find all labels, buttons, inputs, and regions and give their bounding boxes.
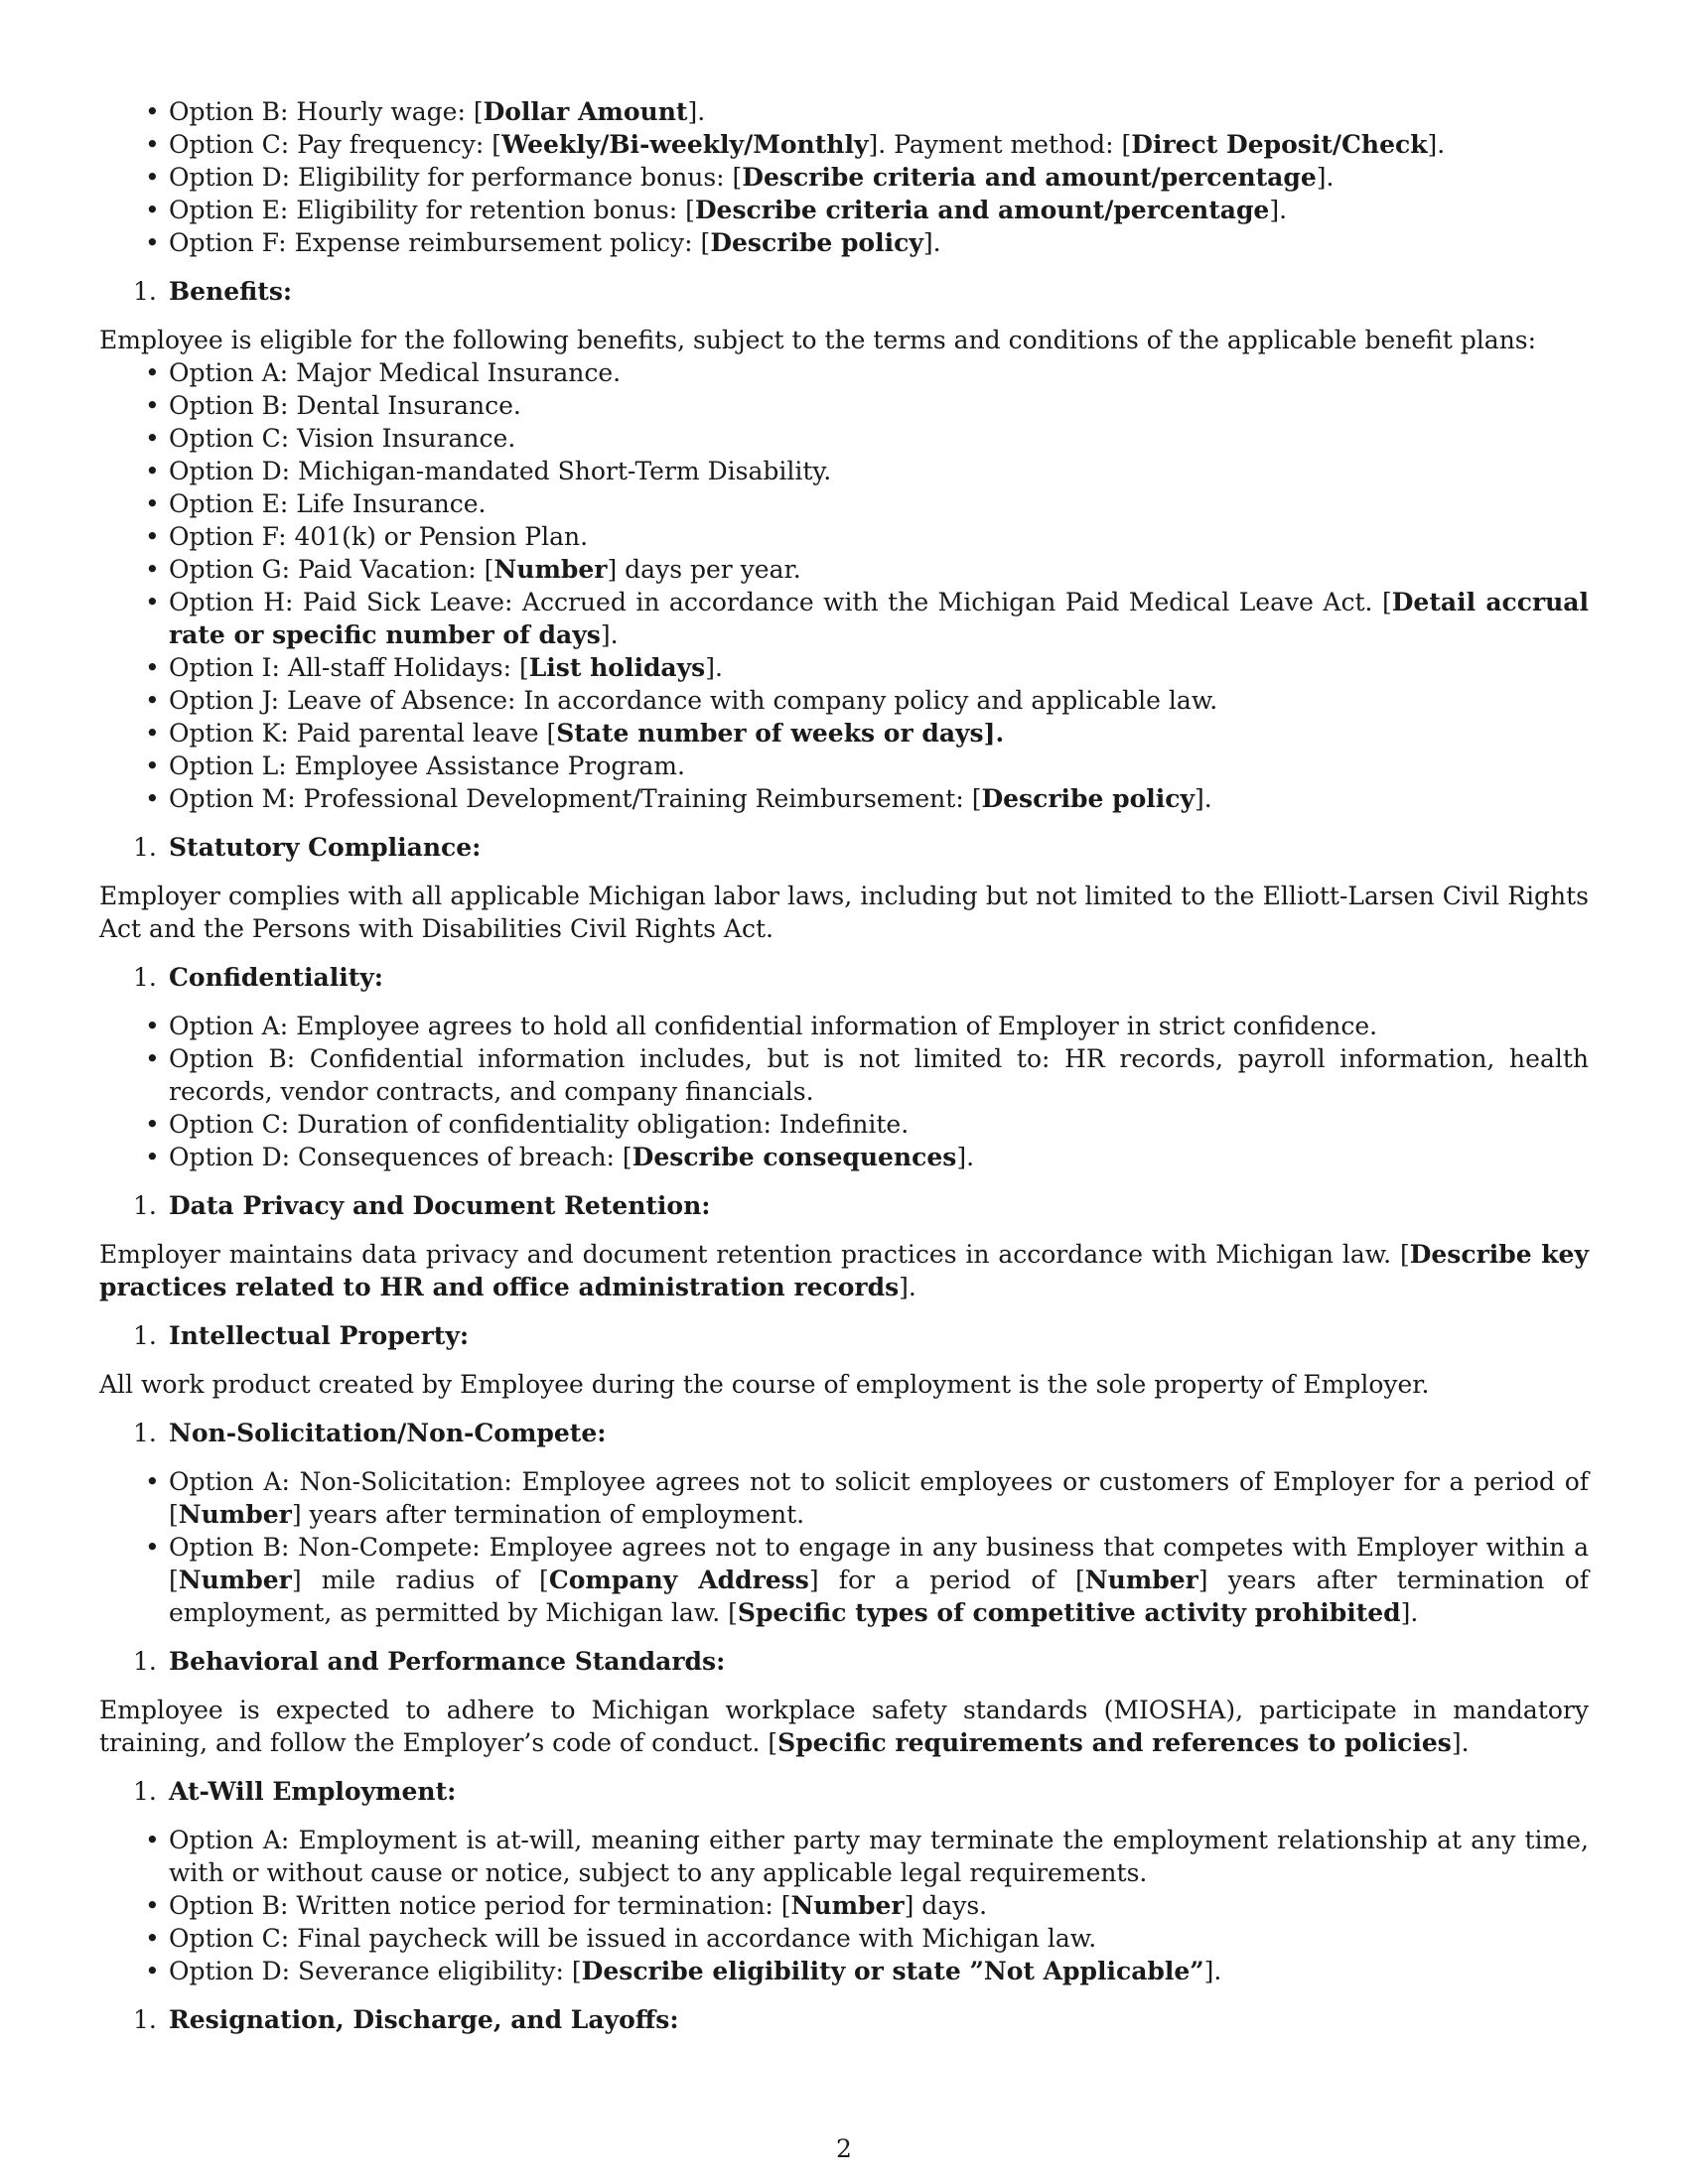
list-item — [169, 356, 1589, 389]
list-item — [169, 782, 1589, 815]
list-item — [169, 487, 1589, 520]
text-run: Option A: Major Medical Insurance. — [169, 358, 622, 387]
placeholder-field: State number of weeks or days]. — [556, 719, 1005, 748]
list-item — [169, 128, 1589, 161]
section-number: 1. — [133, 1321, 157, 1350]
text-run: ] days per year. — [607, 555, 801, 584]
text-run: ]. — [1269, 196, 1288, 224]
bullet-list — [99, 1010, 1589, 1173]
text-run: Option C: Duration of confidentiality obligation: Indefinite. — [169, 1110, 910, 1139]
section-heading — [133, 275, 1589, 308]
text-run: Option G: Paid Vacation: [ — [169, 555, 494, 584]
section-heading — [133, 1189, 1589, 1222]
section-title: Data Privacy and Document Retention: — [169, 1191, 711, 1220]
text-run: ]. — [899, 1273, 916, 1301]
placeholder-field: Company Address — [548, 1566, 809, 1594]
section-heading — [133, 1775, 1589, 1808]
text-run: ]. — [1195, 784, 1212, 813]
section-heading — [133, 831, 1589, 864]
text-run: ] years after termination of employment, as permitted by Michigan law. [ — [169, 1566, 1589, 1627]
section-number: 1. — [133, 833, 157, 862]
text-run: Option B: Dental Insurance. — [169, 391, 521, 420]
text-run: Option B: Hourly wage: [ — [169, 97, 484, 126]
text-run: Employer maintains data privacy and document retention practices in accordance with Michigan law. [ — [99, 1240, 1410, 1269]
section-number: 1. — [133, 1419, 157, 1447]
section-title: Benefits: — [169, 277, 293, 306]
list-item — [169, 194, 1589, 226]
section-heading — [133, 1645, 1589, 1678]
paragraph — [99, 880, 1589, 945]
text-run: ]. — [687, 97, 706, 126]
text-run: Option C: Final paycheck will be issued in accordance with Michigan law. — [169, 1924, 1097, 1953]
placeholder-field: Describe policy — [981, 784, 1196, 813]
placeholder-field: Weekly/Bi-weekly/Monthly — [501, 130, 869, 159]
list-item — [169, 226, 1589, 259]
text-run: ] years after termination of employment. — [291, 1500, 805, 1529]
section-heading — [133, 1417, 1589, 1449]
text-run: Option D: Severance eligibility: [ — [169, 1957, 582, 1985]
placeholder-field: Specific types of competitive activity prohibited — [737, 1598, 1401, 1627]
section-number: 1. — [133, 277, 157, 306]
list-item — [169, 1141, 1589, 1173]
section-title: Non-Solicitation/Non-Compete: — [169, 1419, 607, 1447]
placeholder-field: Number — [178, 1566, 292, 1594]
text-run: ] days. — [904, 1891, 988, 1920]
list-item — [169, 422, 1589, 455]
text-run: Employee is eligible for the following benefits, subject to the terms and conditions of the applicable benefit plans: — [99, 326, 1537, 354]
list-item — [169, 1531, 1589, 1629]
text-run: Option F: Expense reimbursement policy: [ — [169, 228, 711, 257]
paragraph — [99, 324, 1589, 356]
list-item — [169, 95, 1589, 128]
list-item — [169, 586, 1589, 651]
section-number: 1. — [133, 2005, 157, 2034]
text-run: Option E: Eligibility for retention bonus: [ — [169, 196, 695, 224]
list-item — [169, 455, 1589, 487]
section-title: Intellectual Property: — [169, 1321, 470, 1350]
text-run: Option I: All-staff Holidays: [ — [169, 653, 529, 682]
list-item — [169, 1889, 1589, 1922]
text-run: ]. — [1203, 1957, 1222, 1985]
bullet-list — [99, 95, 1589, 259]
text-run: ]. — [956, 1143, 975, 1171]
page-number: 2 — [836, 2134, 852, 2163]
text-run: ]. Payment method: [ — [868, 130, 1132, 159]
text-run: Option D: Eligibility for performance bonus: [ — [169, 163, 743, 192]
text-run: Option A: Employment is at-will, meaning either party may terminate the employment relationship at any time, with or without cause or notice, subject to any applicable legal requirements. — [169, 1826, 1589, 1887]
list-item — [169, 1824, 1589, 1889]
text-run: ]. — [1451, 1728, 1470, 1757]
text-run: Option C: Vision Insurance. — [169, 424, 516, 453]
text-run: All work product created by Employee during the course of employment is the sole property of Employer. — [99, 1370, 1430, 1399]
list-item — [169, 1010, 1589, 1042]
section-title: Behavioral and Performance Standards: — [169, 1647, 726, 1676]
list-item — [169, 161, 1589, 194]
placeholder-field: Dollar Amount — [483, 97, 688, 126]
text-run: Option F: 401(k) or Pension Plan. — [169, 522, 589, 551]
list-item — [169, 389, 1589, 422]
list-item — [169, 1922, 1589, 1955]
section-number: 1. — [133, 1191, 157, 1220]
section-heading — [133, 1319, 1589, 1352]
section-title: Resignation, Discharge, and Layoffs: — [169, 2005, 679, 2034]
text-run: ]. — [1400, 1598, 1419, 1627]
placeholder-field: Describe policy — [710, 228, 923, 257]
list-item — [169, 651, 1589, 684]
list-item — [169, 684, 1589, 717]
paragraph — [99, 1694, 1589, 1759]
placeholder-field: Number — [1084, 1566, 1198, 1594]
placeholder-field: Specific requirements and references to policies — [777, 1728, 1452, 1757]
list-item — [169, 750, 1589, 782]
bullet-list — [99, 1465, 1589, 1629]
text-run: Option E: Life Insurance. — [169, 489, 487, 518]
text-run: Option D: Consequences of breach: [ — [169, 1143, 633, 1171]
text-run: Option B: Written notice period for termination: [ — [169, 1891, 791, 1920]
bullet-list — [99, 1824, 1589, 1987]
text-run: Option K: Paid parental leave [ — [169, 719, 557, 748]
section-number: 1. — [133, 1777, 157, 1806]
section-title: At-Will Employment: — [169, 1777, 457, 1806]
placeholder-field: Detail accrual rate or specific number of days — [169, 588, 1590, 649]
text-run: ] for a period of [ — [808, 1566, 1085, 1594]
placeholder-field: List holidays — [528, 653, 706, 682]
document-page — [99, 95, 1589, 2052]
list-item — [169, 520, 1589, 553]
list-item — [169, 1108, 1589, 1141]
text-run: Employer complies with all applicable Michigan labor laws, including but not limited to the Elliott-Larsen Civil Rights Act and the Persons with Disabilities Civil Rights Act. — [99, 882, 1589, 943]
section-title: Statutory Compliance: — [169, 833, 482, 862]
section-number: 1. — [133, 1647, 157, 1676]
list-item — [169, 553, 1589, 586]
list-item — [169, 717, 1589, 750]
placeholder-field: Number — [493, 555, 608, 584]
placeholder-field: Describe criteria and amount/percentage — [694, 196, 1270, 224]
placeholder-field: Describe key practices related to HR and office administration records — [99, 1240, 1589, 1301]
paragraph — [99, 1238, 1589, 1303]
paragraph — [99, 1368, 1589, 1401]
section-number: 1. — [133, 963, 157, 992]
text-run: ]. — [922, 228, 941, 257]
text-run: ] mile radius of [ — [291, 1566, 549, 1594]
section-heading — [133, 961, 1589, 994]
section-title: Confidentiality: — [169, 963, 384, 992]
text-run: Option A: Employee agrees to hold all confidential information of Employer in strict confidence. — [169, 1012, 1378, 1040]
section-heading — [133, 2003, 1589, 2036]
text-run: Option H: Paid Sick Leave: Accrued in accordance with the Michigan Paid Medical Leave Act. [ — [169, 588, 1392, 616]
placeholder-field: Describe criteria and amount/percentage — [742, 163, 1317, 192]
text-run: Option D: Michigan-mandated Short-Term Disability. — [169, 457, 832, 485]
placeholder-field: Describe eligibility or state ”Not Applicable” — [581, 1957, 1204, 1985]
text-run: Option M: Professional Development/Training Reimbursement: [ — [169, 784, 982, 813]
text-run: Option B: Confidential information includes, but is not limited to: HR records, payroll information, health records, vendor contracts, and company financials. — [169, 1044, 1589, 1106]
bullet-list — [99, 356, 1589, 815]
placeholder-field: Describe consequences — [632, 1143, 957, 1171]
text-run: ]. — [1427, 130, 1446, 159]
text-run: ]. — [600, 620, 619, 649]
text-run: ]. — [1316, 163, 1335, 192]
text-run: Option C: Pay frequency: [ — [169, 130, 502, 159]
text-run: ]. — [705, 653, 723, 682]
text-run: Option B: Non-Compete: Employee agrees not to engage in any business that competes with Employer within a [ — [169, 1533, 1589, 1594]
text-run: Option J: Leave of Absence: In accordance with company policy and applicable law. — [169, 686, 1218, 715]
text-run: Employee is expected to adhere to Michigan workplace safety standards (MIOSHA), participate in mandatory training, and follow the Employer’s code of conduct. [ — [99, 1696, 1589, 1757]
text-run: Option A: Non-Solicitation: Employee agrees not to solicit employees or customers of Employer for a period of [ — [169, 1467, 1589, 1529]
list-item — [169, 1955, 1589, 1987]
placeholder-field: Direct Deposit/Check — [1131, 130, 1428, 159]
text-run: Option L: Employee Assistance Program. — [169, 751, 685, 780]
placeholder-field: Number — [178, 1500, 292, 1529]
list-item — [169, 1042, 1589, 1108]
list-item — [169, 1465, 1589, 1531]
placeholder-field: Number — [790, 1891, 905, 1920]
